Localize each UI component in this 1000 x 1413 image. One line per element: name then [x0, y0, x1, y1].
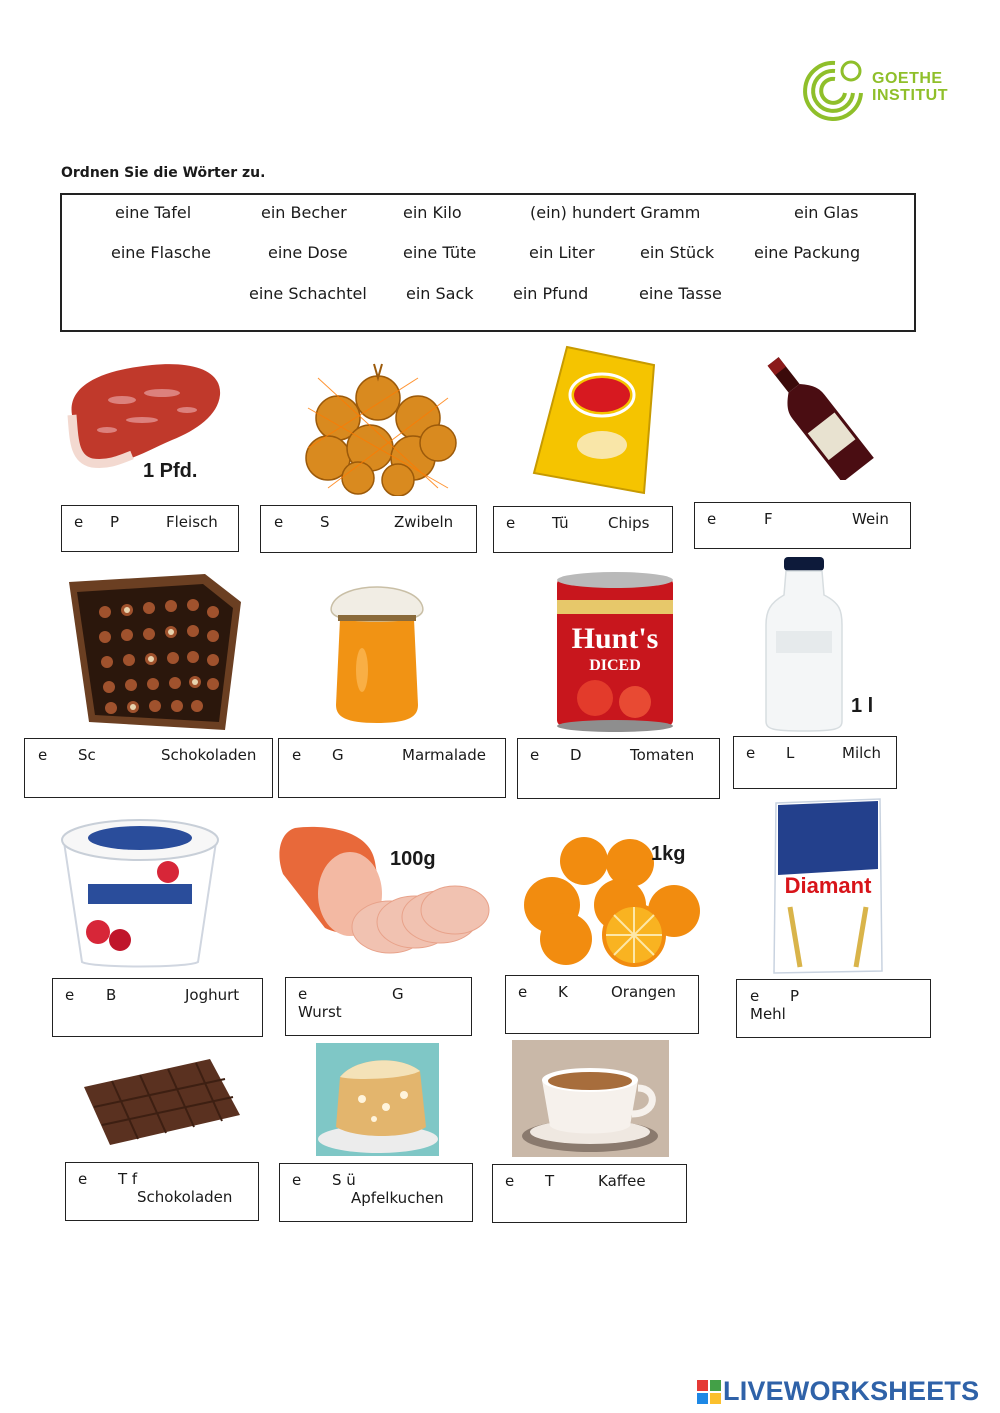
quantity-label-milk: 1 l [851, 695, 874, 717]
word-bank-item: eine Tüte [403, 243, 477, 262]
answer-box[interactable]: e Sc Schokoladen [24, 738, 273, 798]
goethe-institut-logo [795, 55, 955, 125]
answer-box[interactable]: e P Mehl [736, 979, 931, 1038]
word-bank-item: ein Sack [406, 284, 474, 303]
chips-bag-icon [532, 345, 657, 495]
logo-line-2: INSTITUT [872, 87, 948, 104]
word-bank-box [60, 193, 916, 332]
word-bank-item: eine Flasche [111, 243, 211, 262]
answer-box[interactable]: e F Wein [694, 502, 911, 549]
onions-icon [298, 358, 458, 496]
word-bank-item: ein Liter [529, 243, 595, 262]
goethe-logo-icon [795, 55, 867, 125]
tomato-can-icon [555, 570, 675, 732]
word-bank-item: ein Kilo [403, 203, 462, 222]
chocolate-box-icon [65, 572, 243, 734]
chocolate-bar-icon [80, 1057, 245, 1147]
answer-box[interactable]: e G Wurst [285, 977, 472, 1036]
answer-box[interactable]: e Tü Chips [493, 506, 673, 553]
answer-box[interactable]: e D Tomaten [517, 738, 720, 799]
instruction-heading: Ordnen Sie die Wörter zu. [61, 165, 266, 181]
word-bank-item: ein Pfund [513, 284, 589, 303]
word-bank-item: (ein) hundert Gramm [530, 203, 701, 222]
meat-icon [62, 355, 227, 470]
yoghurt-cup-icon [58, 812, 222, 968]
word-bank-item: ein Becher [261, 203, 347, 222]
answer-box[interactable]: e P Fleisch [61, 505, 239, 552]
word-bank-item: ein Glas [794, 203, 859, 222]
word-bank-item: eine Tafel [115, 203, 192, 222]
word-bank-item: eine Tasse [639, 284, 722, 303]
svg-text:Hunt's: Hunt's [571, 622, 659, 655]
word-bank-item: ein Stück [640, 243, 715, 262]
milk-bottle-icon [762, 555, 846, 733]
wine-bottle-icon [760, 352, 875, 480]
answer-box[interactable]: e S Zwibeln [260, 505, 477, 553]
word-bank-item: eine Packung [754, 243, 861, 262]
svg-text:DICED: DICED [589, 657, 641, 674]
answer-box[interactable]: e T Kaffee [492, 1164, 687, 1223]
coffee-cup-icon [512, 1040, 669, 1157]
flour-bag-icon [770, 797, 886, 975]
svg-text:Diamant: Diamant [784, 873, 872, 898]
liveworksheets-brand: LIVEWORKSHEETS [723, 1376, 980, 1406]
answer-box[interactable]: e G Marmalade [278, 738, 506, 798]
quantity-label-sausage: 100g [390, 848, 436, 870]
answer-box[interactable]: e B Joghurt [52, 978, 263, 1037]
jam-jar-icon [322, 575, 432, 725]
word-bank-item: eine Dose [268, 243, 348, 262]
answer-box[interactable]: e T f Schokoladen [65, 1162, 259, 1221]
answer-box[interactable]: e K Orangen [505, 975, 699, 1034]
cake-slice-icon [316, 1043, 439, 1156]
answer-box[interactable]: e S ü Apfelkuchen [279, 1163, 473, 1222]
word-bank-item: eine Schachtel [249, 284, 367, 303]
logo-line-1: GOETHE [872, 70, 943, 87]
quantity-label-meat: 1 Pfd. [143, 460, 198, 482]
sausage-icon [275, 822, 491, 966]
liveworksheets-grid-icon [697, 1380, 721, 1404]
answer-box[interactable]: e L Milch [733, 736, 897, 789]
quantity-label-oranges: 1kg [651, 843, 686, 865]
